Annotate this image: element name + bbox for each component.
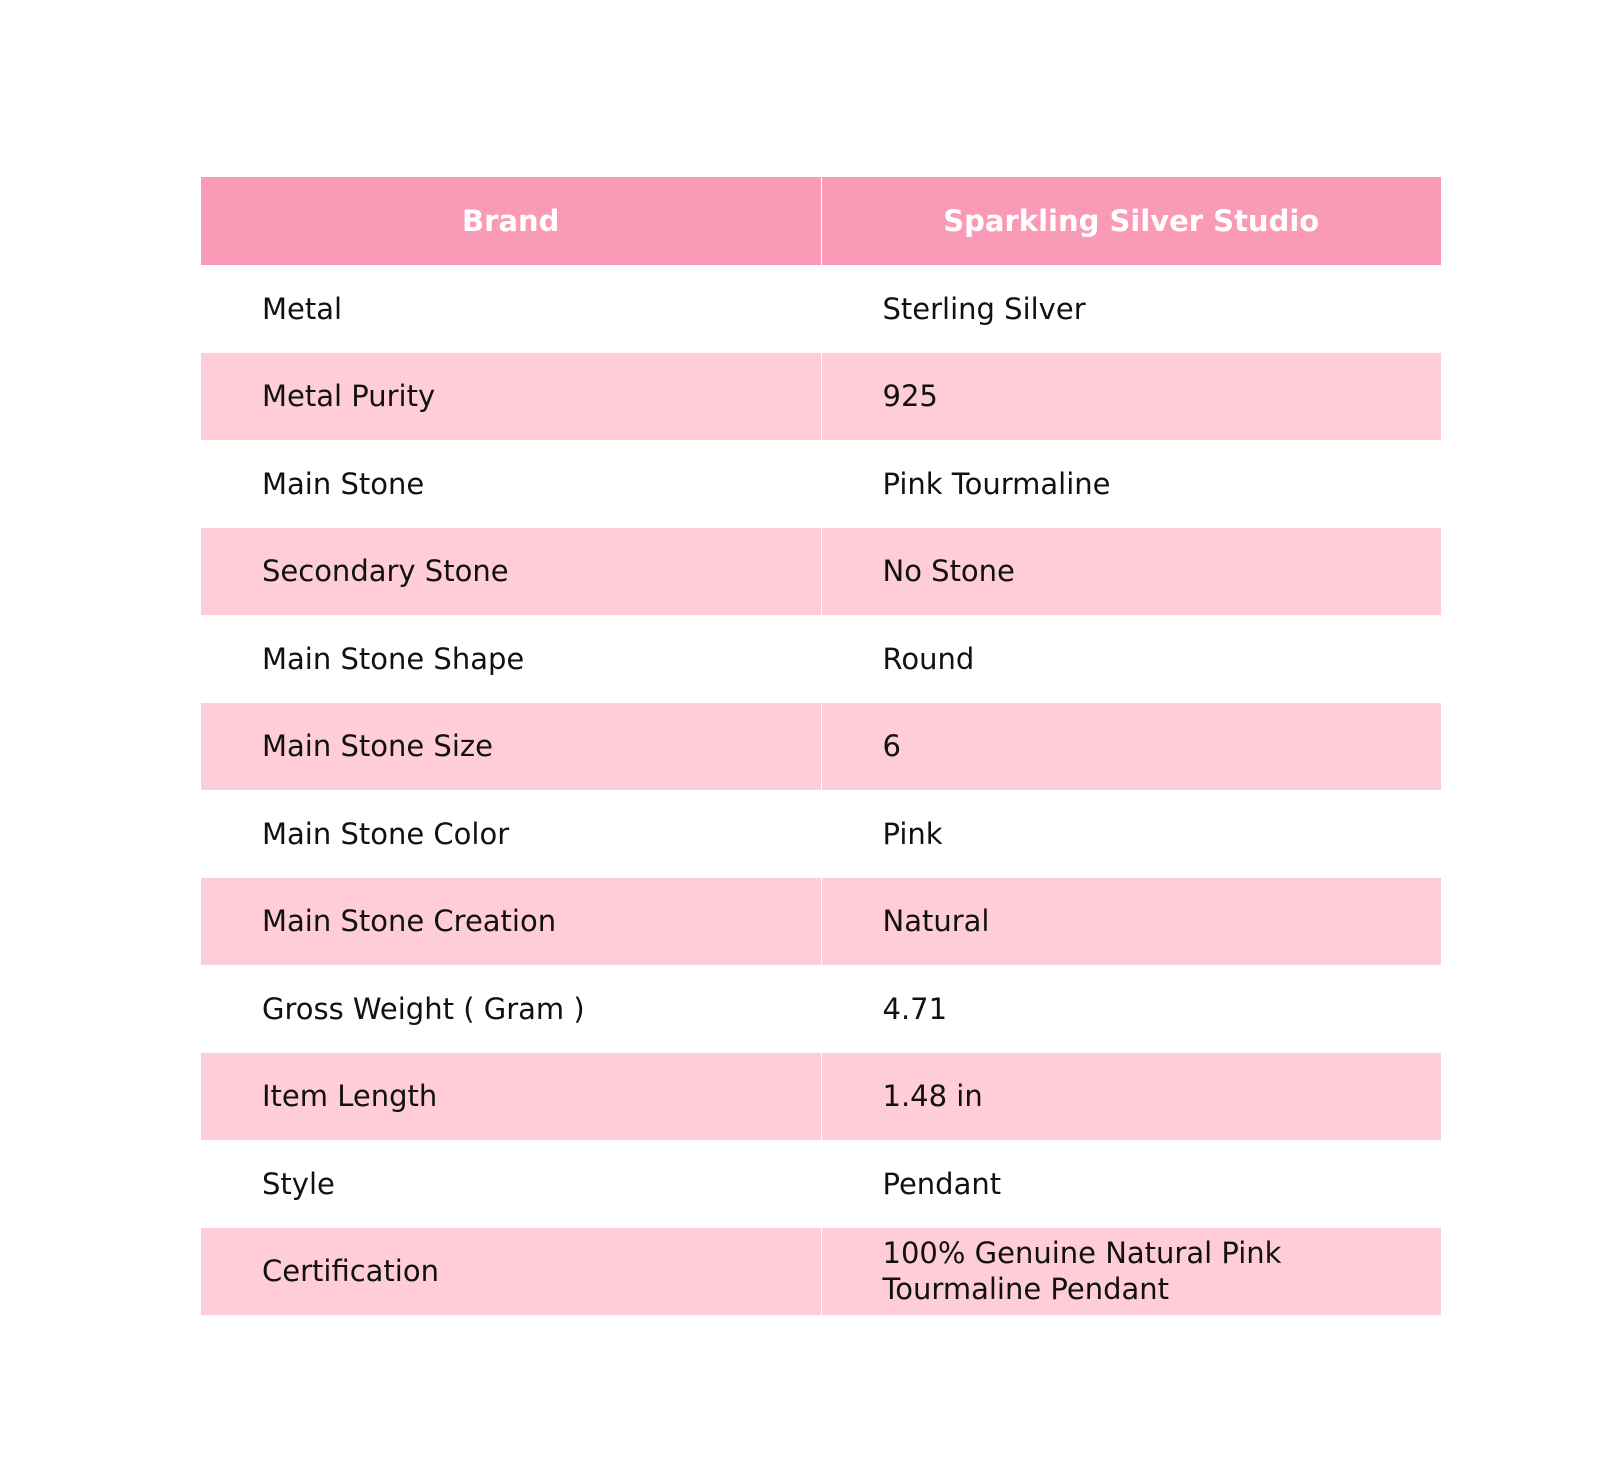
row-label: Main Stone: [201, 440, 821, 528]
table-row: [201, 703, 1441, 791]
header-value-cell: Sparkling Silver Studio: [821, 177, 1441, 265]
row-value: No Stone: [821, 528, 1441, 616]
table-row: [201, 790, 1441, 878]
row-value: Round: [821, 615, 1441, 703]
row-label: Style: [201, 1140, 821, 1228]
row-label: Main Stone Creation: [201, 878, 821, 966]
row-label: Metal: [201, 265, 821, 353]
product-spec-table: [201, 177, 1441, 1315]
table-row: [201, 440, 1441, 528]
table-row: [201, 878, 1441, 966]
row-value: Sterling Silver: [821, 265, 1441, 353]
table-row: [201, 353, 1441, 441]
row-value: Pink: [821, 790, 1441, 878]
row-label: Certification: [201, 1228, 821, 1316]
row-value: Pendant: [821, 1140, 1441, 1228]
row-label: Main Stone Size: [201, 703, 821, 791]
row-value: 4.71: [821, 965, 1441, 1053]
row-value: 1.48 in: [821, 1053, 1441, 1141]
row-value: 925: [821, 353, 1441, 441]
row-label: Gross Weight ( Gram ): [201, 965, 821, 1053]
row-label: Secondary Stone: [201, 528, 821, 616]
row-label: Main Stone Shape: [201, 615, 821, 703]
table-row: [201, 265, 1441, 353]
header-label-cell: Brand: [201, 177, 821, 265]
table-row: [201, 1228, 1441, 1316]
table-header-row: [201, 177, 1441, 265]
table-row: [201, 1140, 1441, 1228]
row-value: Pink Tourmaline: [821, 440, 1441, 528]
row-label: Main Stone Color: [201, 790, 821, 878]
row-value: Natural: [821, 878, 1441, 966]
row-value: 100% Genuine Natural Pink Tourmaline Pendant: [821, 1228, 1441, 1316]
row-label: Metal Purity: [201, 353, 821, 441]
table-row: [201, 1053, 1441, 1141]
table-row: [201, 965, 1441, 1053]
row-value: 6: [821, 703, 1441, 791]
table-row: [201, 615, 1441, 703]
row-label: Item Length: [201, 1053, 821, 1141]
table-row: [201, 528, 1441, 616]
